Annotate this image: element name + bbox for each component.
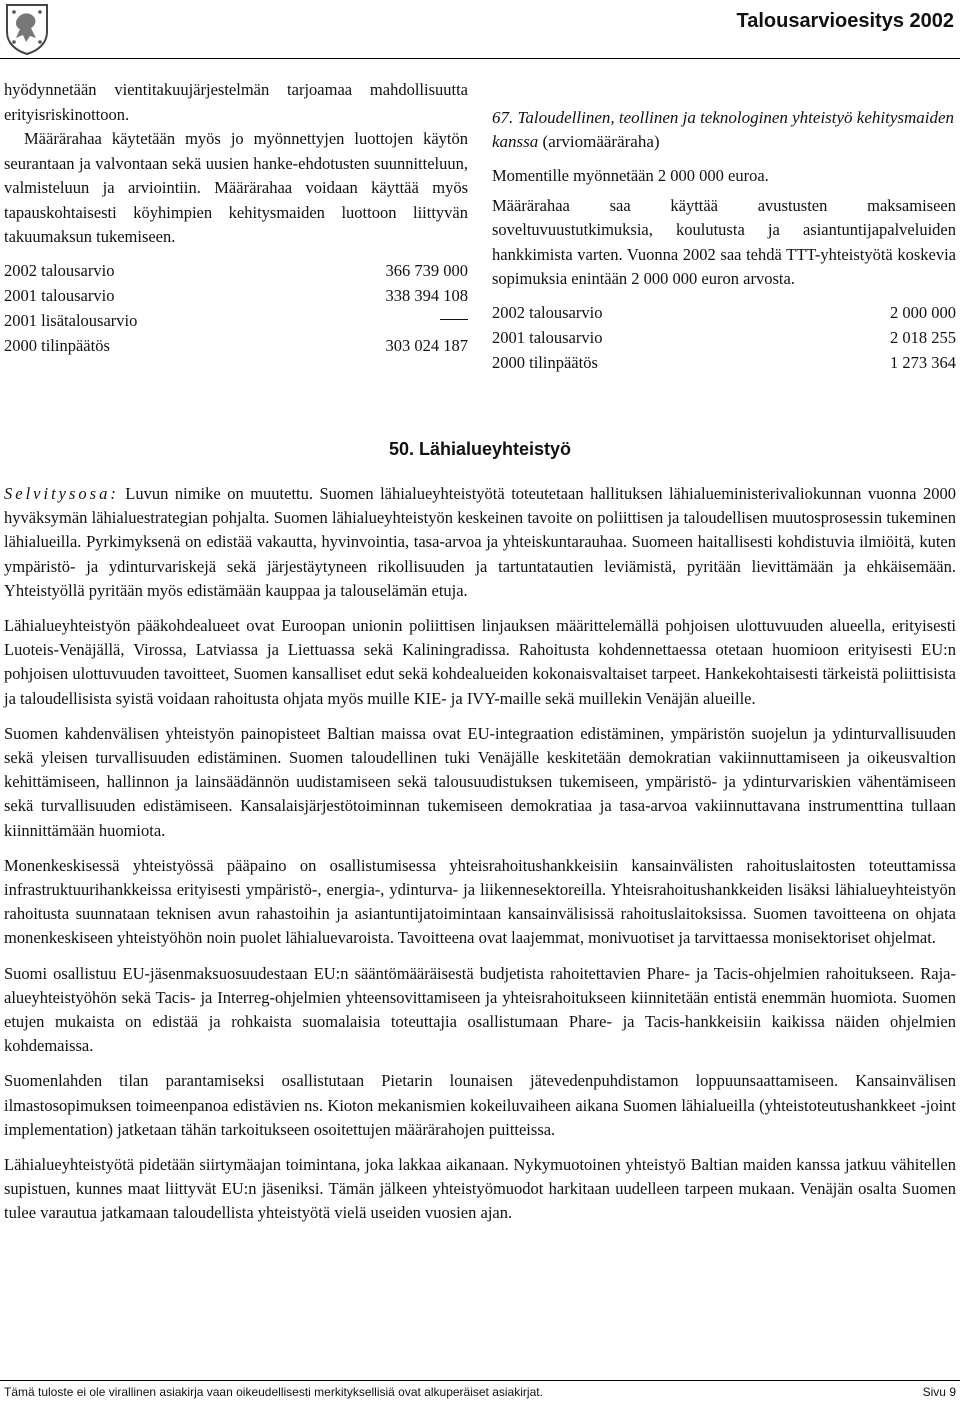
lead-label: Selvitysosa: xyxy=(4,484,119,503)
page-footer xyxy=(4,1385,956,1399)
body-paragraph-2: Lähialueyhteistyön pääkohdealueet ovat Euroopan unionin poliittisen linjauksen määrittelemällä pohjoisen ulottuvuuden alueella, erityisesti Luoteis-Venäjällä, Virossa, Latviassa ja Liettuassa sekä Kaliningradissa. Rahoitusta kohdennettaessa otetaan huomioon erityisesti EU:n pohjoisen ulottuvuuden tavoitteet, Suomen kansalliset edut sekä kohdealueiden kokonaisvaltaiset tarpeet. Hankekohtaisesti tärkeistä poliittisista ja taloudellisista syistä voidaan rahoitusta ohjata myös muille KIE- ja IVY-maille sekä muillekin Venäjän alueille. xyxy=(4,616,956,708)
budget-label: 2002 talousarvio xyxy=(4,260,115,280)
table-row xyxy=(492,350,956,375)
table-row xyxy=(4,308,468,333)
page-number: Sivu 9 xyxy=(922,1385,956,1399)
section-heading xyxy=(492,106,956,154)
table-row xyxy=(492,300,956,325)
budget-value-empty-dash xyxy=(440,308,468,333)
body-paragraph-1-text: Luvun nimike on muutettu. Suomen lähialueyhteistyötä toteutetaan hallituksen lähialueministerivaliokunnan vuonna 2000 hyväksymän lähialuestrategian pohjalta. Suomen lähialueyhteistyön keskeinen tavoite on poliittisen ja taloudellisen muutosprosessin tukeminen lähialueilla. Pyrkimyksenä on edistää vakautta, hyvinvointia, tasa-arvoa ja yhteiskuntarauhaa. Suomeen haitallisesti kohdistuvia ilmiöitä, kuten ympäristö- ja ydinturvariskejä sekä järjestäytyneen rikollisuuden ja tartuntatautien leviämistä, pyritään lievittämään ja ehkäisemään. Yhteistyöllä pyritään myös edistämään kauppaa ja talouselämän etuja. xyxy=(4,484,956,600)
budget-value: 1 273 364 xyxy=(890,352,956,372)
left-paragraph-2: Määrärahaa käytetään myös jo myönnettyjen luottojen käytön seurantaan ja valvontaan sekä uusien hanke-ehdotusten suunnitteluun, valmisteluun ja arviointiin. Määrärahaa voidaan käyttää myös tapauskohtaisesti köyhimpien kehitysmaiden luottoon liittyvän takuumaksun tukemiseen. xyxy=(4,129,468,246)
body-paragraph-7: Lähialueyhteistyötä pidetään siirtymäajan toimintana, joka lakkaa aikanaan. Nykymuotoinen yhteistyö Baltian maiden kanssa jatkuu vähitellen supistuen, kunnes maat liittyvät EU:n jäseniksi. Tämän jälkeen yhteistyömuodot harkitaan uudelleen tarpeen mukaan. Venäjän osalta Suomen tulee varautua jatkamaan taloudellista yhteistyötä vielä useiden vuosien ajan. xyxy=(4,1155,956,1223)
left-paragraph-1: hyödynnetään vientitakuujärjestelmän tarjoamaa mahdollisuutta erityisriskinottoon. xyxy=(4,80,468,124)
right-budget-table xyxy=(492,300,956,375)
page-header xyxy=(0,0,960,60)
budget-value: 366 739 000 xyxy=(385,260,468,280)
table-row xyxy=(4,333,468,358)
budget-value: 338 394 108 xyxy=(385,285,468,305)
coat-of-arms-icon xyxy=(4,2,50,56)
budget-label: 2001 lisätalousarvio xyxy=(4,310,138,330)
budget-value: 2 018 255 xyxy=(890,327,956,347)
budget-value: 303 024 187 xyxy=(385,335,468,355)
body-paragraph-4: Monenkeskisessä yhteistyössä pääpaino on osallistumisessa yhteisrahoitushankkeisiin kansainvälisten rahoituslaitosten toteuttamissa infrastruktuurihankkeissa erityisesti ympäristö-, energia-, ydinturva- ja liikennesektoreilla. Yhteisrahoitushankkeiden lisäksi lähialueyhteistyön rahoitusta suunnataan teknisen avun rahastoihin ja asiantuntijatoimintaan kansainvälisissä rahoituslaitoksissa. Suomen tavoitteena on ohjata monenkeskiseen yhteistyöhön noin puolet lähialuevaroista. Tavoitteena ovat laajemmat, monivuotiset ja tarvittaessa monisektoriset ohjelmat. xyxy=(4,855,956,948)
right-paragraph-2: Määrärahaa saa käyttää avustusten maksamiseen soveltuvuustutkimuksia, koulutusta ja asiantuntijapalveluiden hankkimista varten. Vuonna 2002 saa tehdä TTT-yhteistyötä koskevia sopimuksia enintään 2 000 000 euron arvosta. xyxy=(492,195,956,288)
table-row xyxy=(4,258,468,283)
right-column xyxy=(492,106,956,375)
footer-disclaimer: Tämä tuloste ei ole virallinen asiakirja vaan oikeudellisesti merkityksellisiä ovat alkuperäiset asiakirjat. xyxy=(4,1385,543,1399)
left-column xyxy=(4,78,468,358)
main-body xyxy=(4,482,956,1237)
budget-label: 2002 talousarvio xyxy=(492,302,603,322)
budget-label: 2000 tilinpäätös xyxy=(492,352,598,372)
section-title: Taloudellinen, teollinen ja teknologinen yhteistyö kehitysmaiden kanssa xyxy=(492,108,955,151)
table-row xyxy=(492,325,956,350)
chapter-title: 50. Lähialueyhteistyö xyxy=(388,439,572,459)
document-title: Talousarvioesitys 2002 xyxy=(736,10,954,32)
budget-label: 2001 talousarvio xyxy=(492,327,603,347)
body-paragraph-6: Suomenlahden tilan parantamiseksi osallistutaan Pietarin lounaisen jätevedenpuhdistamon loppuunsaattamiseen. Kansainvälisen ilmastosopimuksen toimeenpanoa edistävien ns. Kioton mekanismien kokeiluvaiheen aikana Suomen lähialueilla (yhteistoteutushankkeet -joint implementation) jatketaan tähän tarkoitukseen osoitettujen määrärahojen puitteissa. xyxy=(4,1071,956,1139)
section-number: 67. xyxy=(492,108,514,127)
left-budget-table xyxy=(4,258,468,358)
section-note: (arviomääräraha) xyxy=(542,132,660,151)
right-paragraph-1: Momentille myönnetään 2 000 000 euroa. xyxy=(492,166,769,185)
body-paragraph-5: Suomi osallistuu EU-jäsenmaksuosuudestaan EU:n sääntömääräisestä budjetista rahoitettavien Phare- ja Tacis-ohjelmien rahoitukseen. Raja-alueyhteistyöhön sekä Tacis- ja Interreg-ohjelmien yhteensovittamiseen ja yhteisrahoitukseen kiinnitetään entistä enemmän huomiota. Suomen etujen mukaista on edistää ja rohkaista suomalaisia toteuttajia osallistumaan Phare- ja Tacis-hankkeisiin kaikissa näiden ohjelmien kohdemaissa. xyxy=(4,963,956,1056)
table-row xyxy=(4,283,468,308)
budget-value: 2 000 000 xyxy=(890,302,956,322)
budget-label: 2001 talousarvio xyxy=(4,285,115,305)
budget-label: 2000 tilinpäätös xyxy=(4,335,110,355)
header-divider xyxy=(0,58,960,59)
body-paragraph-1 xyxy=(4,482,956,603)
footer-divider xyxy=(0,1380,960,1381)
body-paragraph-3: Suomen kahdenvälisen yhteistyön painopisteet Baltian maissa ovat EU-integraation edistäminen, ympäristön suojelun ja ydinturvallisuuden sekä yleisen turvallisuuden edistäminen. Suomen taloudellinen tuki Venäjälle keskitetään demokratian vakiinnuttamiseen ja oikeusvaltion kehittämiseen, hallinnon ja lainsäädännön uudistamiseen sekä talousuudistuksen tukemiseen, ympäristö- ja ydinturvariskien vähentämiseen sekä turvallisuuden edistämiseen. Kansalaisjärjestötoiminnan tukemiseen demokratiaa ja tasa-arvoa vakiinnuttavana instrumenttina tullaan kiinnittämään huomiota. xyxy=(4,723,956,840)
